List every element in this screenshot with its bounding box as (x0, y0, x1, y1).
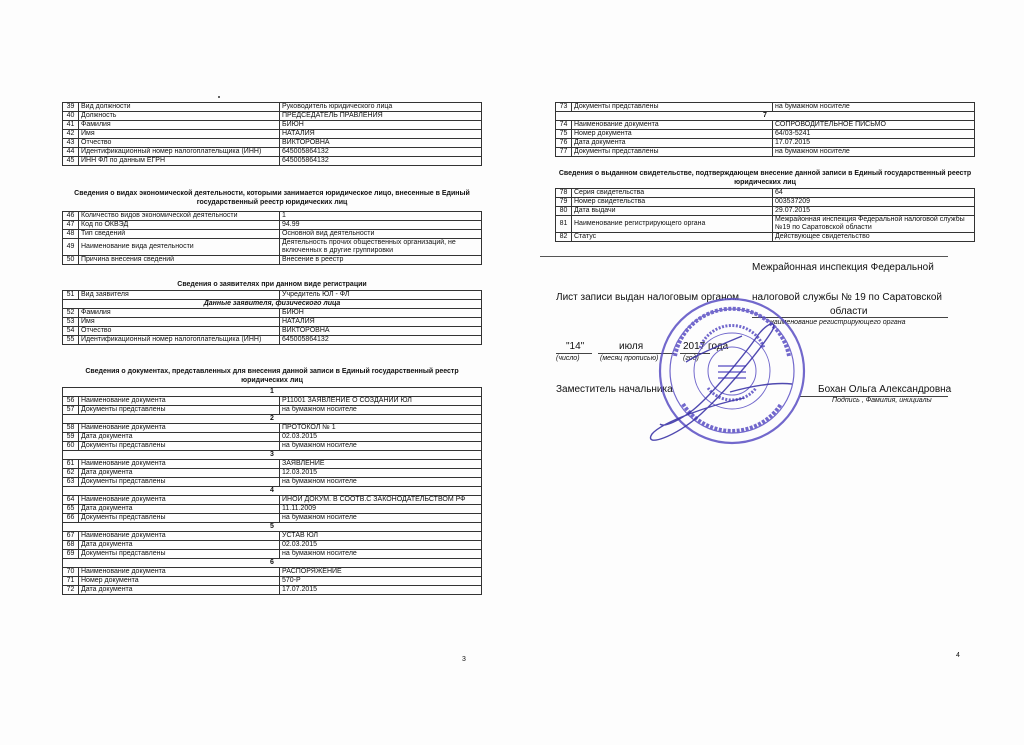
row-number: 42 (63, 130, 79, 139)
field-label: Номер свидетельства (572, 198, 773, 207)
field-label: Документы представлены (79, 478, 280, 487)
row-number: 47 (63, 221, 79, 230)
field-value: 29.07.2015 (773, 207, 975, 216)
field-value: на бумажном носителе (280, 478, 482, 487)
field-label: Дата документа (572, 139, 773, 148)
field-value: Действующее свидетельство (773, 233, 975, 242)
year-caption: (год) (683, 355, 699, 362)
field-value: 12.03.2015 (280, 469, 482, 478)
date-year: 2017 года (683, 341, 729, 352)
field-value: Руководитель юридического лица (280, 103, 482, 112)
field-label: Номер документа (79, 577, 280, 586)
field-label: Документы представлены (572, 103, 773, 112)
field-label: Документы представлены (79, 442, 280, 451)
field-label: Документы представлены (79, 550, 280, 559)
row-number: 55 (63, 336, 79, 345)
row-number: 58 (63, 424, 79, 433)
row-number: 62 (63, 469, 79, 478)
row-number: 68 (63, 541, 79, 550)
field-label: Причина внесения сведений (79, 256, 280, 265)
field-label: Фамилия (79, 121, 280, 130)
section-title-certificate: Сведения о выданном свидетельстве, подтверждающем внесение данной записи в Единый государственный реестр юридических лиц (558, 170, 972, 186)
field-value: Деятельность прочих общественных организаций, не включенных в другие группировки (280, 239, 482, 256)
field-value: Внесение в реестр (280, 256, 482, 265)
field-label: Вид заявителя (79, 291, 280, 300)
field-label: Должность (79, 112, 280, 121)
row-number: 69 (63, 550, 79, 559)
field-value: на бумажном носителе (280, 406, 482, 415)
row-number: 70 (63, 568, 79, 577)
field-label: Дата документа (79, 586, 280, 595)
field-value: на бумажном носителе (773, 148, 975, 157)
field-value: 11.11.2009 (280, 505, 482, 514)
field-label: Вид должности (79, 103, 280, 112)
section-title-documents: Сведения о документах, представленных для внесения данной записи в Единый государственный реестр юридических лиц (85, 368, 459, 384)
field-value: на бумажном носителе (280, 442, 482, 451)
field-value: НАТАЛИЯ (280, 318, 482, 327)
field-label: Идентификационный номер налогоплательщика (ИНН) (79, 148, 280, 157)
row-number: 79 (556, 198, 572, 207)
field-label: Наименование документа (79, 568, 280, 577)
field-value: на бумажном носителе (280, 514, 482, 523)
row-number: 71 (63, 577, 79, 586)
field-label: Дата документа (79, 433, 280, 442)
field-label: Документы представлены (79, 406, 280, 415)
organ-caption: наименование регистрирующего органа (770, 319, 906, 326)
field-value: ВИКТОРОВНА (280, 327, 482, 336)
field-label: Наименование документа (79, 397, 280, 406)
field-label: Наименование документа (79, 532, 280, 541)
row-number: 66 (63, 514, 79, 523)
field-label: Дата выдачи (572, 207, 773, 216)
field-value: ИНОЙ ДОКУМ. В СООТВ.С ЗАКОНОДАТЕЛЬСТВОМ РФ (280, 496, 482, 505)
field-label: Наименование документа (572, 121, 773, 130)
row-number: 40 (63, 112, 79, 121)
round-seal-icon (660, 299, 804, 443)
issued-by-lead: Лист записи выдан налоговым органом (556, 292, 740, 303)
field-value: НАТАЛИЯ (280, 130, 482, 139)
row-number: 48 (63, 230, 79, 239)
organ-line-3: области (830, 306, 868, 317)
field-label: Наименование документа (79, 460, 280, 469)
field-label: Отчество (79, 327, 280, 336)
document-group-header-cell: 6 (63, 559, 482, 568)
field-label: Наименование вида деятельности (79, 239, 280, 256)
field-value: 570-Р (280, 577, 482, 586)
field-label: Тип сведений (79, 230, 280, 239)
field-label: Документы представлены (79, 514, 280, 523)
field-value: ПРОТОКОЛ № 1 (280, 424, 482, 433)
row-number: 74 (556, 121, 572, 130)
row-number: 61 (63, 460, 79, 469)
field-value: Р11001 ЗАЯВЛЕНИЕ О СОЗДАНИИ ЮЛ (280, 397, 482, 406)
row-number: 72 (63, 586, 79, 595)
row-number: 50 (63, 256, 79, 265)
row-number: 75 (556, 130, 572, 139)
row-number: 54 (63, 327, 79, 336)
row-number: 44 (63, 148, 79, 157)
row-number: 53 (63, 318, 79, 327)
field-value: Основной вид деятельности (280, 230, 482, 239)
field-label: Дата документа (79, 469, 280, 478)
field-label: Серия свидетельства (572, 189, 773, 198)
signer-name: Бохан Ольга Александровна (818, 384, 952, 395)
row-number: 81 (556, 216, 572, 233)
signature-icon (650, 324, 792, 440)
field-value: 64/03-5241 (773, 130, 975, 139)
row-number: 39 (63, 103, 79, 112)
field-value: Межрайонная инспекция Федеральной налоговой службы №19 по Саратовской области (773, 216, 975, 233)
row-number: 63 (63, 478, 79, 487)
field-label: Фамилия (79, 309, 280, 318)
field-label: Отчество (79, 139, 280, 148)
field-value: на бумажном носителе (280, 550, 482, 559)
field-value: 94.99 (280, 221, 482, 230)
row-number: 52 (63, 309, 79, 318)
field-value: УСТАВ ЮЛ (280, 532, 482, 541)
row-number: 41 (63, 121, 79, 130)
field-value: 645005864132 (280, 336, 482, 345)
field-value: 1 (280, 212, 482, 221)
field-label: Код по ОКВЭД (79, 221, 280, 230)
field-value: ВИКТОРОВНА (280, 139, 482, 148)
field-value: РАСПОРЯЖЕНИЕ (280, 568, 482, 577)
field-label: Статус (572, 233, 773, 242)
row-number: 80 (556, 207, 572, 216)
field-value: БИЮН (280, 121, 482, 130)
field-value: 645005864132 (280, 157, 482, 166)
field-value: БИЮН (280, 309, 482, 318)
field-value: 003537209 (773, 198, 975, 207)
applicant-subheader-cell: Данные заявителя, физического лица (63, 300, 482, 309)
row-number: 82 (556, 233, 572, 242)
row-number: 49 (63, 239, 79, 256)
field-label: Наименование документа (79, 496, 280, 505)
date-month: июля (619, 341, 644, 352)
row-number: 51 (63, 291, 79, 300)
field-value: СОПРОВОДИТЕЛЬНОЕ ПИСЬМО (773, 121, 975, 130)
field-label: Идентификационный номер налогоплательщика (ИНН) (79, 336, 280, 345)
field-value: 02.03.2015 (280, 433, 482, 442)
section-title-applicants: Сведения о заявителях при данном виде регистрации (177, 281, 367, 288)
field-label: ИНН ФЛ по данным ЕГРН (79, 157, 280, 166)
field-label: Дата документа (79, 541, 280, 550)
row-number: 46 (63, 212, 79, 221)
document-group-header-cell: 3 (63, 451, 482, 460)
section-title-activities: Сведения о видах экономической деятельности, которыми занимается юридическое лицо, внесенные в Единый государственный реестр юридических лиц (74, 190, 470, 206)
field-label: Наименование документа (79, 424, 280, 433)
field-value: ПРЕДСЕДАТЕЛЬ ПРАВЛЕНИЯ (280, 112, 482, 121)
organ-line-2: налоговой службы № 19 по Саратовской (752, 292, 942, 303)
document-group-header-cell: 1 (63, 388, 482, 397)
row-number: 59 (63, 433, 79, 442)
field-label: Номер документа (572, 130, 773, 139)
row-number: 56 (63, 397, 79, 406)
document-group-header-cell: 4 (63, 487, 482, 496)
document-group-header-cell: 5 (63, 523, 482, 532)
row-number: 76 (556, 139, 572, 148)
document-group-header-cell: 2 (63, 415, 482, 424)
field-label: Дата документа (79, 505, 280, 514)
signer-position: Заместитель начальника (556, 384, 673, 395)
field-value: ЗАЯВЛЕНИЕ (280, 460, 482, 469)
field-value: 645005864132 (280, 148, 482, 157)
field-value: 02.03.2015 (280, 541, 482, 550)
field-value: 17.07.2015 (773, 139, 975, 148)
field-value: 64 (773, 189, 975, 198)
page-number: 4 (956, 652, 960, 659)
field-value: на бумажном носителе (773, 103, 975, 112)
row-number: 65 (63, 505, 79, 514)
row-number: 45 (63, 157, 79, 166)
field-label: Количество видов экономической деятельности (79, 212, 280, 221)
organ-line-1: Межрайонная инспекция Федеральной (752, 262, 934, 273)
row-number: 43 (63, 139, 79, 148)
field-value: Учредитель ЮЛ - ФЛ (280, 291, 482, 300)
field-label: Имя (79, 130, 280, 139)
document-group-header-cell: 7 (556, 112, 975, 121)
row-number: 67 (63, 532, 79, 541)
row-number: 64 (63, 496, 79, 505)
row-number: 78 (556, 189, 572, 198)
date-day: "14" (566, 341, 585, 352)
field-label: Документы представлены (572, 148, 773, 157)
row-number: 57 (63, 406, 79, 415)
row-number: 73 (556, 103, 572, 112)
month-caption: (месяц прописью) (600, 355, 659, 362)
signer-caption: Подпись , Фамилия, инициалы (832, 397, 932, 404)
page-number: 3 (462, 656, 466, 663)
row-number: 77 (556, 148, 572, 157)
field-label: Имя (79, 318, 280, 327)
day-caption: (число) (556, 355, 580, 362)
field-value: 17.07.2015 (280, 586, 482, 595)
row-number: 60 (63, 442, 79, 451)
field-label: Наименование регистрирующего органа (572, 216, 773, 233)
